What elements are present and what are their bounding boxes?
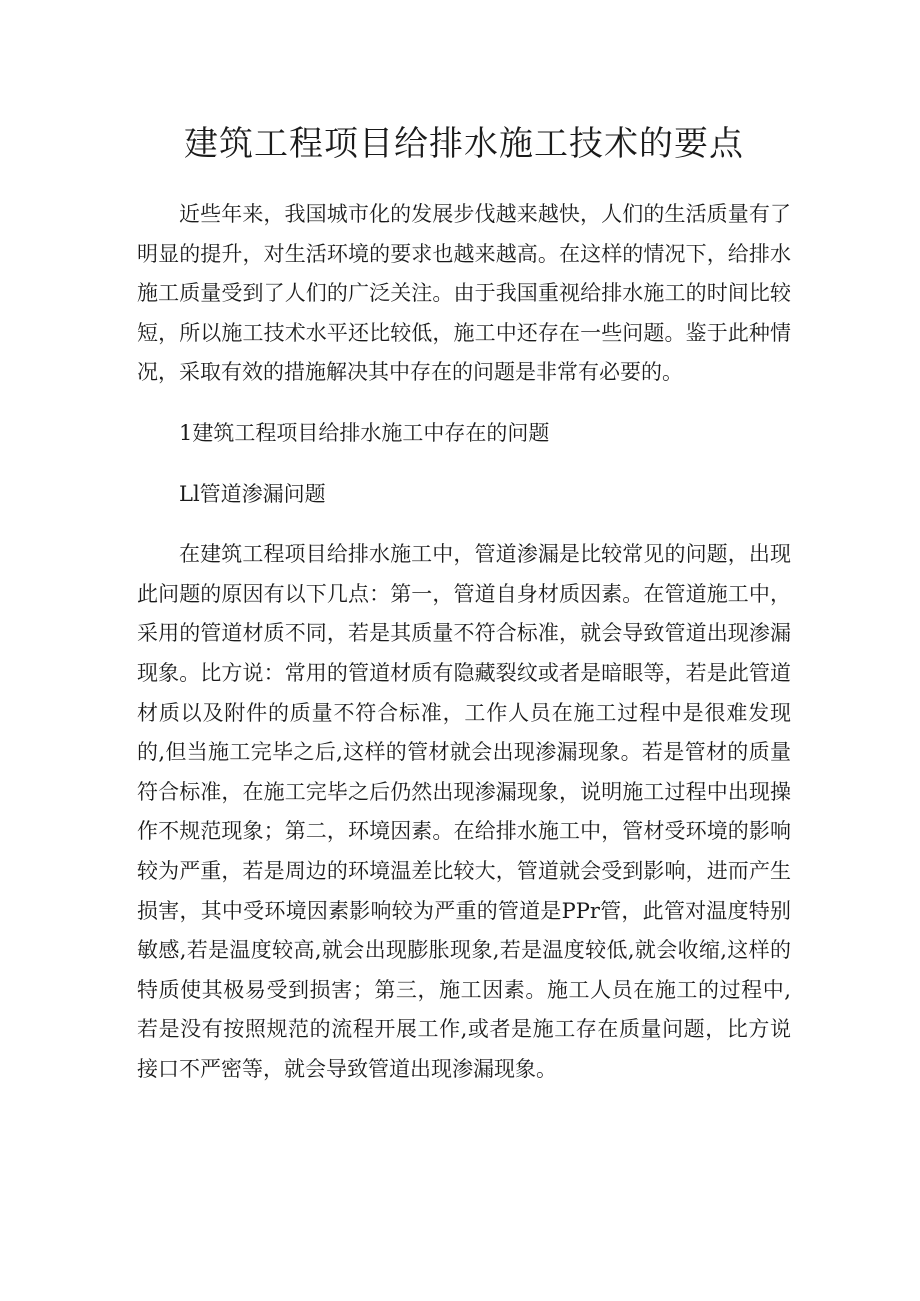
intro-paragraph: 近些年来，我国城市化的发展步伐越来越快，人们的生活质量有了明显的提升，对生活环境的要求也越来越高。在这样的情况下，给排水施工质量受到了人们的广泛关注。由于我国重视给排水施工的时间比较短，所以施工技术水平还比较低，施工中还存在一些问题。鉴于此种情况，采取有效的措施解决其中存在的问题是非常有必要的。 (137, 202, 791, 385)
body-paragraph: 在建筑工程项目给排水施工中，管道渗漏是比较常见的问题，出现此问题的原因有以下几点：第一，管道自身材质因素。在管道施工中，采用的管道材质不同，若是其质量不符合标准，就会导致管道出现渗漏现象。比方说：常用的管道材质有隐藏裂纹或者是暗眼等，若是此管道材质以及附件的质量不符合标准，工作人员在施工过程中是很难发现的,但当施工完毕之后,这样的管材就会出现渗漏现象。若是管材的质量符合标准，在施工完毕之后仍然出现渗漏现象，说明施工过程中出现操作不规范现象；第二，环境因素。在给排水施工中，管材受环境的影响较为严重，若是周边的环境温差比较大，管道就会受到影响，进而产生损害，其中受环境因素影响较为严重的管道是PPr管，此管对温度特别敏感,若是温度较高,就会出现膨胀现象,若是温度较低,就会收缩,这样的特质使其极易受到损害；第三，施工因素。施工人员在施工的过程中,若是没有按照规范的流程开展工作,或者是施工存在质量问题，比方说接口不严密等，就会导致管道出现渗漏现象。 (137, 542, 791, 1081)
subsection-heading: Ll管道渗漏问题 (179, 481, 326, 506)
section-heading: 1建筑工程项目给排水施工中存在的问题 (179, 420, 550, 445)
document-title: 建筑工程项目给排水施工技术的要点 (184, 124, 744, 164)
document-content (137, 115, 791, 1110)
